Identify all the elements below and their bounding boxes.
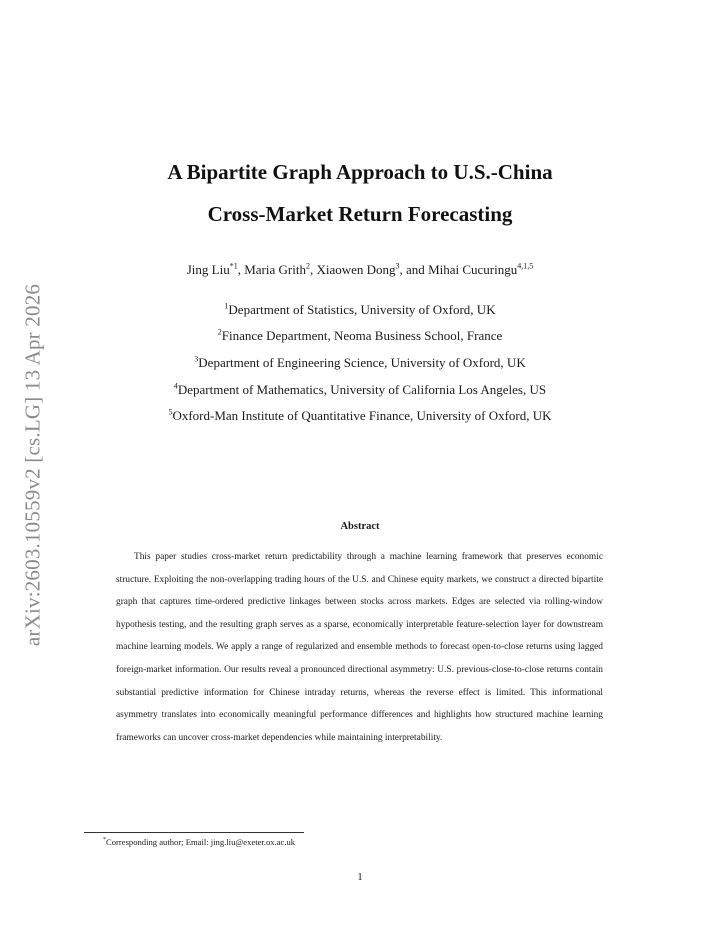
corresponding-author-footnote — [103, 837, 295, 847]
paper-title-line-2: Cross-Market Return Forecasting — [207, 202, 513, 226]
footnote-divider — [84, 832, 304, 833]
footnote-text: Corresponding author; Email: jing.liu@exeter.ox.ac.uk — [106, 837, 296, 847]
abstract-heading: Abstract — [340, 521, 380, 532]
author-name: Maria Grith — [244, 262, 306, 277]
footnote-mark: * — [103, 837, 106, 844]
author-separator: , and — [399, 262, 429, 277]
author-affiliation-marks: *1 — [229, 261, 238, 271]
affiliation-4 — [0, 382, 720, 398]
affiliation-number: 3 — [194, 354, 199, 364]
paper-title-line-1: A Bipartite Graph Approach to U.S.-China — [167, 160, 553, 184]
affiliation-1 — [0, 302, 720, 318]
affiliation-number: 1 — [224, 301, 229, 311]
arxiv-identifier-stamp[interactable]: arXiv:2603.10559v2 [cs.LG] 13 Apr 2026 — [20, 283, 45, 647]
page-number: 1 — [357, 871, 363, 883]
affiliation-text: Department of Mathematics, University of California Los Angeles, US — [177, 382, 547, 397]
affiliation-5 — [0, 408, 720, 424]
affiliation-3 — [0, 355, 720, 371]
author-list — [0, 262, 720, 278]
affiliation-text: Oxford-Man Institute of Quantitative Finance, University of Oxford, UK — [172, 408, 552, 423]
affiliation-text: Finance Department, Neoma Business School, France — [221, 328, 503, 343]
affiliation-2 — [0, 328, 720, 344]
author-name: Jing Liu — [186, 262, 230, 277]
author-separator: , — [237, 262, 245, 277]
author-affiliation-marks: 3 — [395, 261, 400, 271]
affiliation-number: 5 — [168, 407, 173, 417]
affiliation-number: 2 — [217, 327, 222, 337]
author-affiliation-marks: 4,1,5 — [517, 261, 534, 271]
abstract-body: This paper studies cross-market return predictability through a machine learning framework that preserves economic structure. Exploiting the non-overlapping trading hours of the U.S. and Chinese equity markets, we construct a directed bipartite graph that captures time-ordered predictive linkages between stocks across markets. Edges are selected via rolling-window hypothesis testing, and the resulting graph serves as a sparse, economically interpretable feature-selection layer for downstream machine learning models. We apply a range of regularized and ensemble methods to forecast open-to-close returns using lagged foreign-market information. Our results reveal a pronounced directional asymmetry: U.S. previous-close-to-close returns contain substantial predictive information for Chinese intraday returns, whereas the reverse effect is limited. This informational asymmetry translates into economically meaningful performance differences and highlights how structured machine learning frameworks can uncover cross-market dependencies while maintaining interpretability. — [116, 552, 603, 743]
author-affiliation-marks: 2 — [305, 261, 310, 271]
author-name: Mihai Cucuringu — [428, 262, 518, 277]
affiliation-text: Department of Engineering Science, University of Oxford, UK — [198, 355, 526, 370]
author-separator: , — [309, 262, 317, 277]
affiliation-number: 4 — [173, 381, 178, 391]
author-name: Xiaowen Dong — [316, 262, 396, 277]
affiliation-text: Department of Statistics, University of Oxford, UK — [228, 302, 496, 317]
